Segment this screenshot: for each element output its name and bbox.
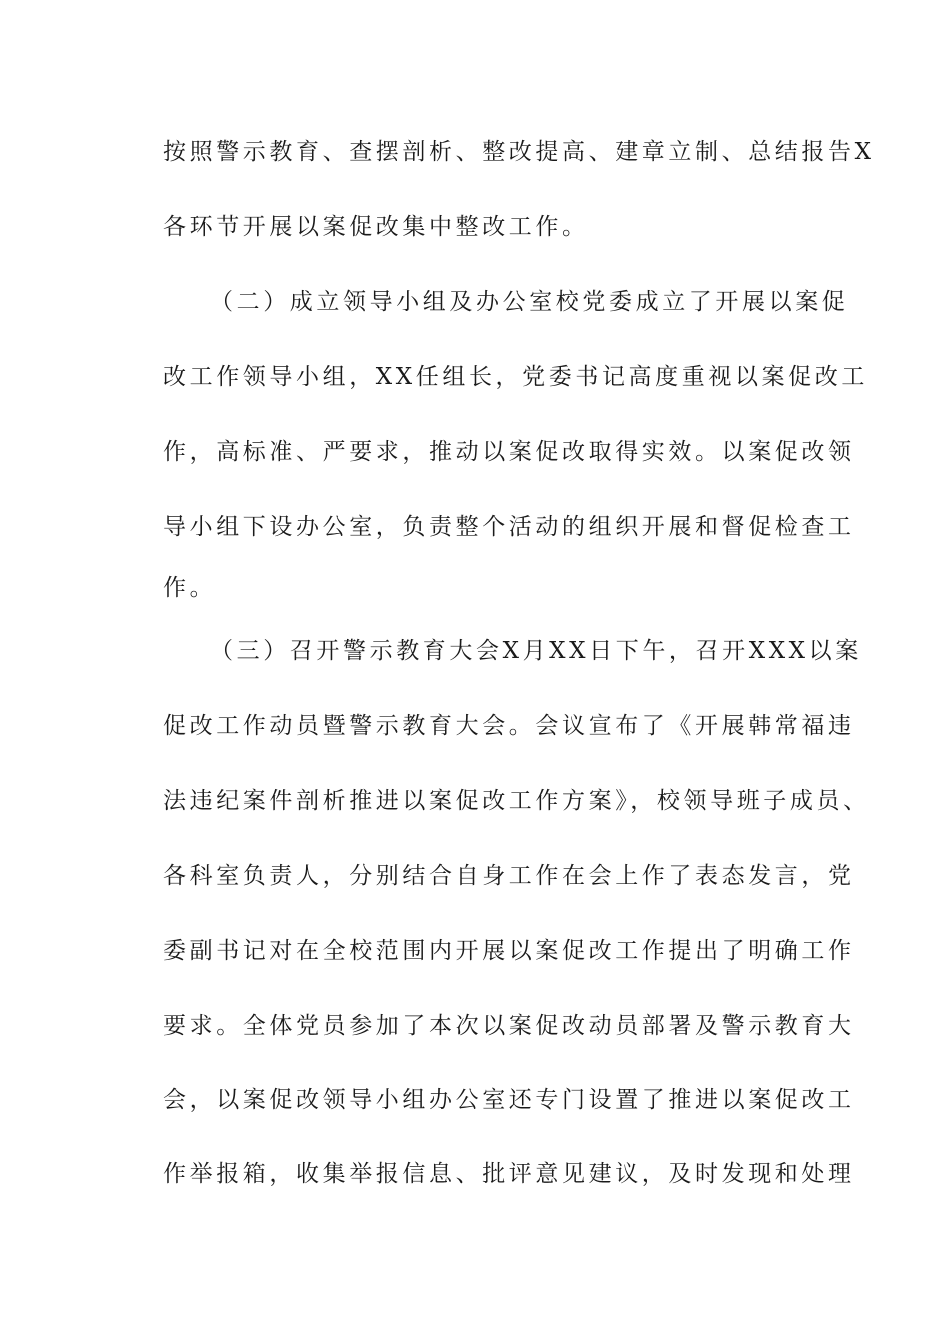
text-line: 促改工作动员暨警示教育大会。会议宣布了《开展韩常福违 — [163, 713, 855, 739]
text-line: 作举报箱，收集举报信息、批评意见建议，及时发现和处理 — [163, 1161, 855, 1187]
section-heading-3: （三）召开警示教育大会X月XX日下午，召开XXX以案 — [210, 638, 862, 664]
text-line: 委副书记对在全校范围内开展以案促改工作提出了明确工作 — [163, 938, 855, 964]
text-line: 导小组下设办公室，负责整个活动的组织开展和督促检查工 — [163, 514, 855, 540]
section-heading-2: （二）成立领导小组及办公室校党委成立了开展以案促 — [210, 289, 849, 315]
text-line: 各环节开展以案促改集中整改工作。 — [163, 214, 589, 240]
text-line: 改工作领导小组，XX任组长，党委书记高度重视以案促改工 — [163, 364, 868, 390]
text-line: 按照警示教育、查摆剖析、整改提高、建章立制、总结报告X — [163, 139, 875, 165]
text-line: 法违纪案件剖析推进以案促改工作方案》，校领导班子成员、 — [163, 788, 870, 814]
text-line: 要求。全体党员参加了本次以案促改动员部署及警示教育大 — [163, 1013, 855, 1039]
text-line: 作。 — [163, 575, 217, 601]
text-line: 作，高标准、严要求，推动以案促改取得实效。以案促改领 — [163, 439, 855, 465]
text-line: 会，以案促改领导小组办公室还专门设置了推进以案促改工 — [163, 1087, 855, 1113]
text-line: 各科室负责人，分别结合自身工作在会上作了表态发言，党 — [163, 863, 855, 889]
